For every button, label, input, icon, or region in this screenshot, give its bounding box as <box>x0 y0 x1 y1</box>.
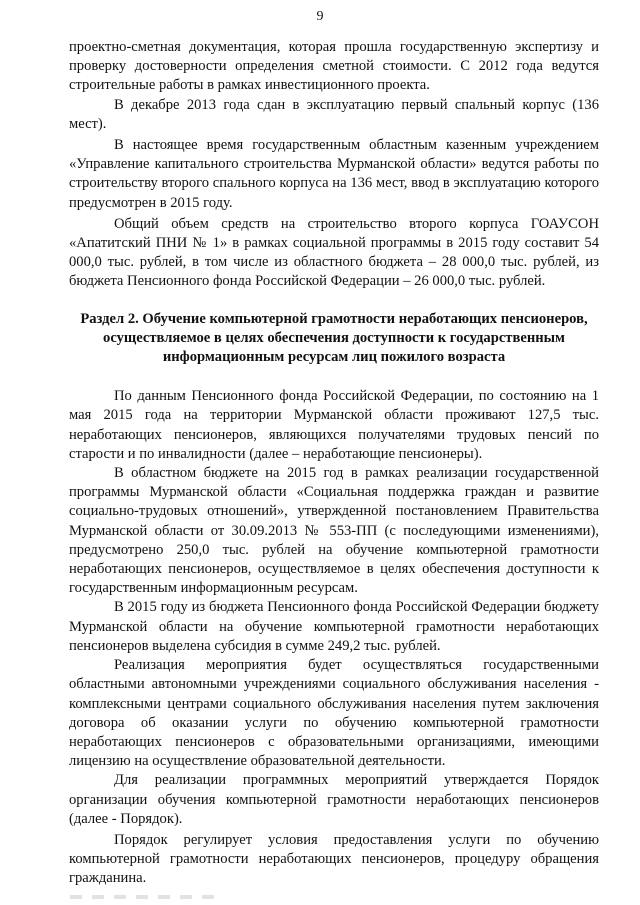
paragraph-procedure-regulation: Порядок регулирует условия предоставления услуги по обучению компьютерной грамотности неработающих пенсионеров, процедуру обращения гражданина. <box>69 831 599 887</box>
section-heading: Раздел 2. Обучение компьютерной грамотности неработающих пенсионеров, осуществляемое в целях обеспечения доступности к государственным информационным ресурсам лиц пожилого возраста <box>80 310 588 366</box>
paragraph-pension-fund-data: По данным Пенсионного фонда Российской Федерации, по состоянию на 1 мая 2015 года на территории Мурманской области проживают 127,5 тыс. неработающих пенсионеров, являющихся получателями трудовых пенсий по старости и по инвалидности (далее – неработающие пенсионеры). <box>69 388 599 462</box>
paragraph-subsidy: В 2015 году из бюджета Пенсионного фонда Российской Федерации бюджету Мурманской области на обучение компьютерной грамотности неработающих пенсионеров выделена субсидия в сумме 249,2 тыс. рублей. <box>69 599 599 654</box>
paragraph-continued: проектно-сметная документация, которая прошла государственную экспертизу и проверку достоверности определения сметной стоимости. С 2012 года ведутся строительные работы в рамках инвестиционного проекта. <box>69 39 599 94</box>
page-number: 9 <box>316 9 324 24</box>
paragraph-implementation: Реализация мероприятия будет осуществляться государственными областными автономными учреждениями социального обслуживания населения - комплексными центрами социального обслуживания населения путем заключения договора об оказании услуги по обучению компьютерной грамотности неработающих пенсионеров с образовательными организациями, имеющими лицензию на осуществление образовательной деятельности. <box>69 657 599 770</box>
document-body <box>69 38 599 889</box>
paragraph-funding-volume: Общий объем средств на строительство второго корпуса ГОАУСОН «Апатитский ПНИ № 1» в рамках социальной программы в 2015 году составит 54 000,0 тыс. рублей, в том числе из областного бюджета – 28 000,0 тыс. рублей, из бюджета Пенсионного фонда Российской Федерации – 26 000,0 тыс. рублей. <box>69 215 599 290</box>
scan-artifact <box>70 895 220 899</box>
paragraph-first-building: В декабре 2013 года сдан в эксплуатацию первый спальный корпус (136 мест). <box>69 96 599 132</box>
paragraph-procedure-approval: Для реализации программных мероприятий утверждается Порядок организации обучения компьютерной грамотности неработающих пенсионеров (далее - Порядок). <box>69 772 599 827</box>
paragraph-regional-budget: В областном бюджете на 2015 год в рамках реализации государственной программы Мурманской области «Социальная поддержка граждан и развитие социально-трудовых отношений», утвержденной постановлением Правительства Мурманской области от 30.09.2013 № 553-ПП (с последующими изменениями), предусмотрено 250,0 тыс. рублей на обучение компьютерной грамотности неработающих пенсионеров, осуществляемое в целях обеспечения доступности к государственным информационным ресурсам. <box>69 465 599 597</box>
paragraph-second-building: В настоящее время государственным областным казенным учреждением «Управление капитального строительства Мурманской области» ведутся работы по строительству второго спального корпуса на 136 мест, ввод в эксплуатацию которого предусмотрен в 2015 году. <box>69 137 599 211</box>
